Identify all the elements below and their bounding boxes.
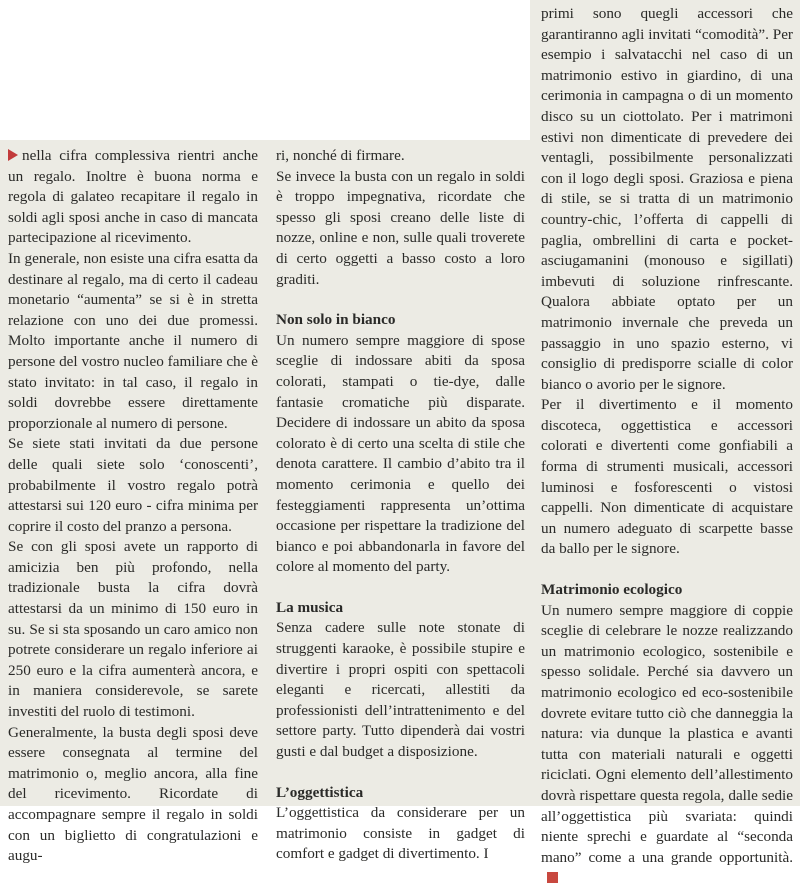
paragraph: primi sono quegli accessori che garantiranno agli invitati “comodità”. Per esempio i salvatacchi nel caso di un matrimonio estivo in giardino, di una cerimonia in campagna o di un momento disco su un ciottolato. Per i matrimoni estivi non dimenticate di prevedere dei ventagli, possibilmente personalizzati con il logo degli sposi. Graziosa e piena di stile, se si tratta di un matrimonio country-chic, l’offerta di cappelli di paglia, ombrellini di carta e pocket-asciugamanini (monouso e sigillati) imbevuti di soluzione rinfrescante. Qualora abbiate optato per un matrimonio invernale che preveda un passaggio in uno spazio esterno, vi consiglio di predisporre scialle di color bianco o avorio per le signore. [541,5,793,393]
paragraph: Un numero sempre maggiore di coppie sceglie di celebrare le nozze realizzando un matrimonio ecologico, sostenibile e spesso solidale. Perché sia davvero un matrimonio ecologico ed eco-sostenibile dovrete evitare tutto ciò che danneggia la natura: via dunque la plastica e avanti tutta con materiali naturali e oggetti riciclati. Ogni elemento dell’allestimento dovrà rispettare questa regola, dalle sedie all’oggettistica più svariata: quindi niente sprechi e guardate al “seconda mano” come a una grande opportunità. [541,601,793,889]
section-heading: Non solo in bianco [276,311,396,329]
column-1 [8,146,258,867]
paragraph: Se con gli sposi avete un rapporto di amicizia ben più profondo, nella tradizionale busta la cifra dovrà attestarsi da un minimo di 150 euro in su. Se si sta sposando un caro amico non potrete considerare un regalo inferiore ai 250 euro e la cifra aumenterà ancora, e in maniera considerevole, se sarete investiti del ruolo di testimoni. [8,538,258,721]
paragraph: Senza cadere sulle note stonate di struggenti karaoke, è possibile stupire e divertire i propri ospiti con spettacoli eleganti e ricercati, allestiti da professionisti dell’intrattenimento e del settore party. Tutto dipenderà dai vostri gusti e dal budget a disposizione. [276,619,525,761]
column-3 [541,4,793,889]
end-of-article-icon [547,872,558,883]
section-heading: L’oggettistica [276,783,364,801]
spacer [276,763,525,783]
paragraph: L’oggettistica da considerare per un matrimonio consiste in gadget di comfort e gadget di divertimento. I [276,804,525,863]
spacer [541,560,793,580]
paragraph: Se siete stati invitati da due persone delle quali siete solo ‘conoscenti’, probabilmente il vostro regalo potrà attestarsi sui 120 euro - cifra minima per coprire il costo del pranzo a persona. [8,435,258,535]
paragraph: nella cifra complessiva rientri anche un regalo. Inoltre è buona norma e regola di galateo recapitare il regalo in soldi agli sposi anche in caso di mancata partecipazione al ricevimento. [8,147,258,247]
paragraph: ri, nonché di firmare. [276,147,405,164]
paragraph: Per il divertimento e il momento discoteca, oggettistica e accessori colorati e divertenti come gonfiabili a forma di strumenti musicali, accessori luminosi e fosforescenti o vistosi cappelli. Non dimenticate di acquistare un numero adeguato di scarpette basse da ballo per le signore. [541,396,793,558]
paragraph: In generale, non esiste una cifra esatta da destinare al regalo, ma di certo il cadeau monetario “aumenta” se si è in stretta relazione con uno dei due promessi. Molto importante anche il numero di persone del vostro nucleo familiare che è stato invitato: in tal caso, il regalo in soldi dovrebbe essere direttamente proporzionale al numero di persone. [8,249,258,432]
spacer [276,290,525,310]
paragraph: Un numero sempre maggiore di spose sceglie di indossare abiti da sposa colorati, stampati o tie-dye, dalle fantasie cromatiche più disparate. Decidere di indossare un abito da sposa colorato è di certo una scelta di stile che denota carattere. Il cambio d’abito tra il momento cerimonia e quello dei festeggiamenti rappresenta un’ottima occasione per rispettare la tradizione del bianco e poi abbandonarla in favore del colore al momento del party. [276,331,525,576]
spacer [276,578,525,598]
arrow-marker-icon [8,149,18,161]
paragraph: Generalmente, la busta degli sposi deve essere consegnata al termine del matrimonio o, meglio ancora, alla fine del ricevimento. Ricordate di accompagnare sempre il regalo in soldi con un biglietto di congratulazioni e augu- [8,723,258,865]
paragraph: Se invece la busta con un regalo in soldi è troppo impegnativa, ricordate che spesso gli sposi creano delle liste di nozze, online e non, sulle quali troverete di certo oggetti a basso costo a loro graditi. [276,167,525,288]
section-heading: Matrimonio ecologico [541,581,683,599]
column-2 [276,146,525,865]
section-heading: La musica [276,598,344,616]
